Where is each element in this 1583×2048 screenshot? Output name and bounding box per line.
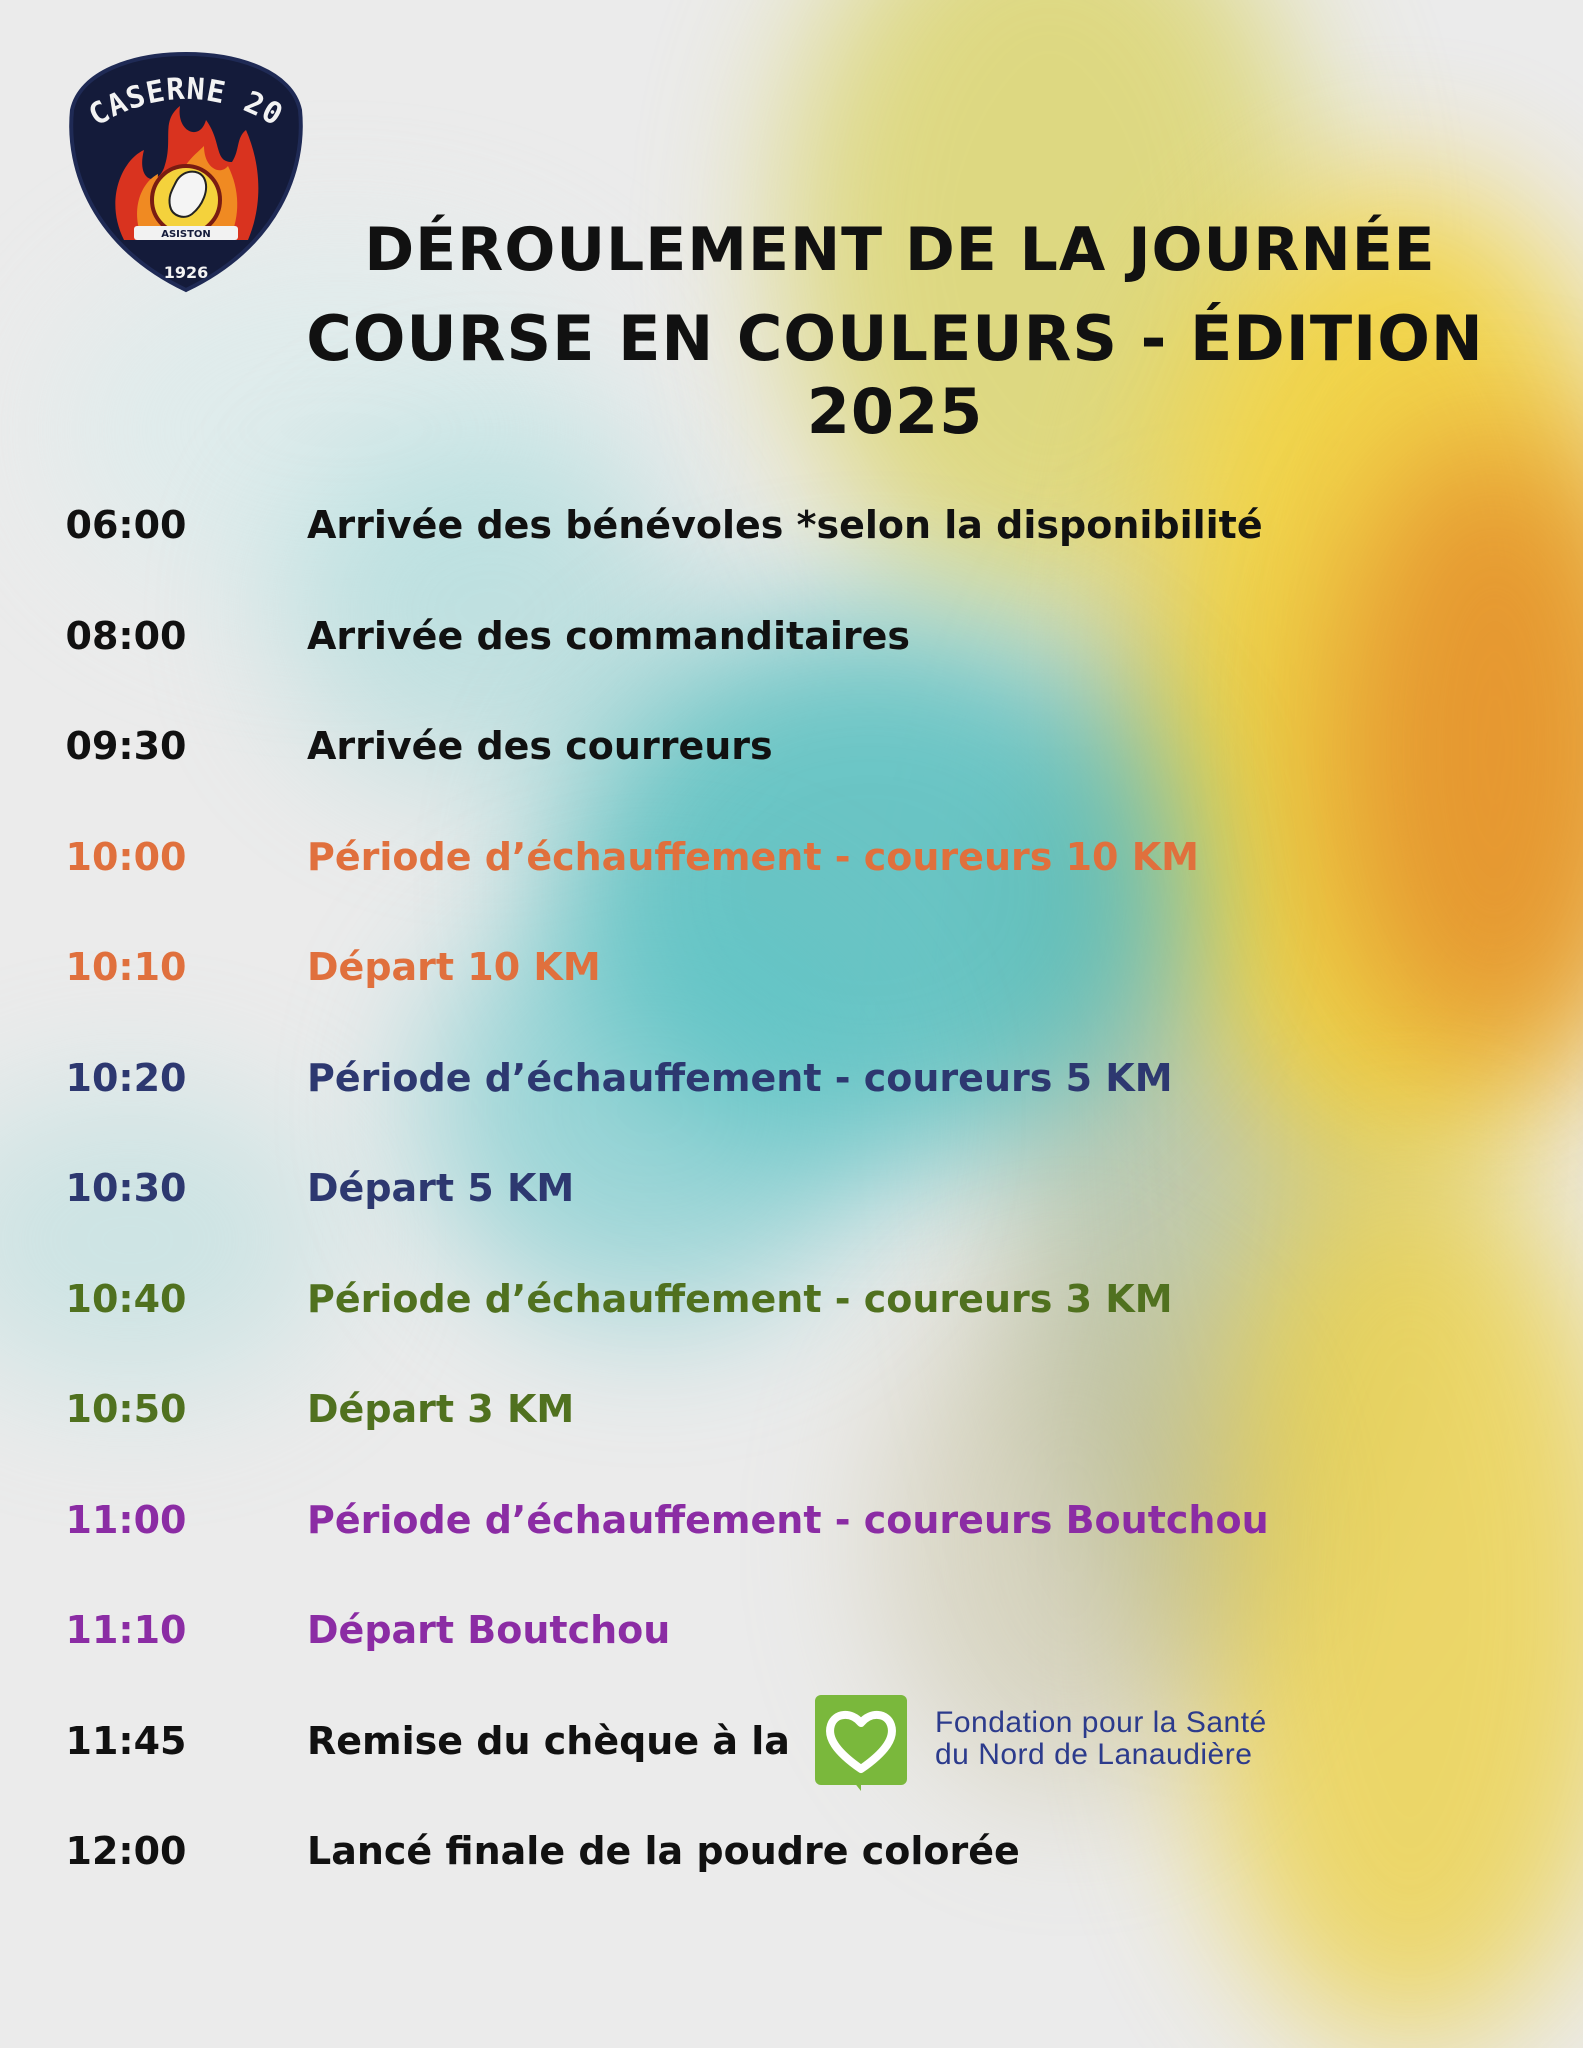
schedule-row [0,1821,1583,1881]
schedule-label: Départ 3 KM [307,1387,575,1431]
schedule-row [0,1490,1583,1550]
page-title-line1: DÉROULEMENT DE LA JOURNÉE [364,215,1436,285]
heart-logo-icon [815,1695,907,1793]
schedule-row [0,1711,1583,1771]
schedule-row [0,1600,1583,1660]
schedule-label: Arrivée des courreurs [307,724,773,768]
schedule-time: 10:00 [65,834,187,879]
schedule-row [0,827,1583,887]
svg-text:1926: 1926 [163,263,209,282]
schedule-row [0,1048,1583,1108]
schedule-time: 09:30 [65,724,187,768]
schedule-label: Départ 10 KM [307,945,601,989]
schedule-label: Arrivée des commanditaires [307,613,910,658]
schedule-label: Arrivée des bénévoles *selon la disponibilité [307,503,1263,547]
schedule-label: Période d’échauffement - coureurs 10 KM [307,834,1199,879]
schedule-label: Période d’échauffement - coureurs 3 KM [307,1276,1173,1321]
schedule-row [0,716,1583,776]
schedule-time: 10:40 [65,1276,187,1321]
foundation-name [935,1707,1267,1771]
foundation-logo [815,1695,1335,1795]
schedule-time: 08:00 [65,613,187,658]
schedule-time: 12:00 [65,1829,187,1873]
schedule-time: 10:50 [65,1387,187,1431]
schedule-label: Remise du chèque à la [307,1718,790,1763]
schedule-label: Période d’échauffement - coureurs Boutchou [307,1497,1269,1542]
schedule-time: 10:30 [65,1166,187,1210]
schedule-row [0,1379,1583,1439]
schedule-label: Départ Boutchou [307,1608,671,1652]
svg-text:ASISTON: ASISTON [161,229,211,240]
schedule-label: Départ 5 KM [307,1166,575,1210]
schedule-row [0,495,1583,555]
svg-text:CASERNE 20: CASERNE 20 [82,71,290,134]
schedule-row [0,1158,1583,1218]
schedule-time: 11:45 [65,1718,187,1763]
schedule-row [0,937,1583,997]
foundation-name-line1: Fondation pour la Santé [935,1706,1267,1739]
page-title-line2: COURSE EN COULEURS - ÉDITION 2025 [306,302,1484,448]
schedule-time: 11:00 [65,1497,187,1542]
schedule-label: Période d’échauffement - coureurs 5 KM [307,1055,1173,1100]
schedule-time: 10:10 [65,945,187,989]
schedule-row [0,606,1583,666]
schedule-label: Lancé finale de la poudre colorée [307,1829,1020,1873]
foundation-name-line2: du Nord de Lanaudière [935,1738,1253,1771]
schedule-time: 06:00 [65,503,187,547]
schedule-time: 10:20 [65,1055,187,1100]
schedule-row [0,1269,1583,1329]
schedule-time: 11:10 [65,1608,187,1652]
